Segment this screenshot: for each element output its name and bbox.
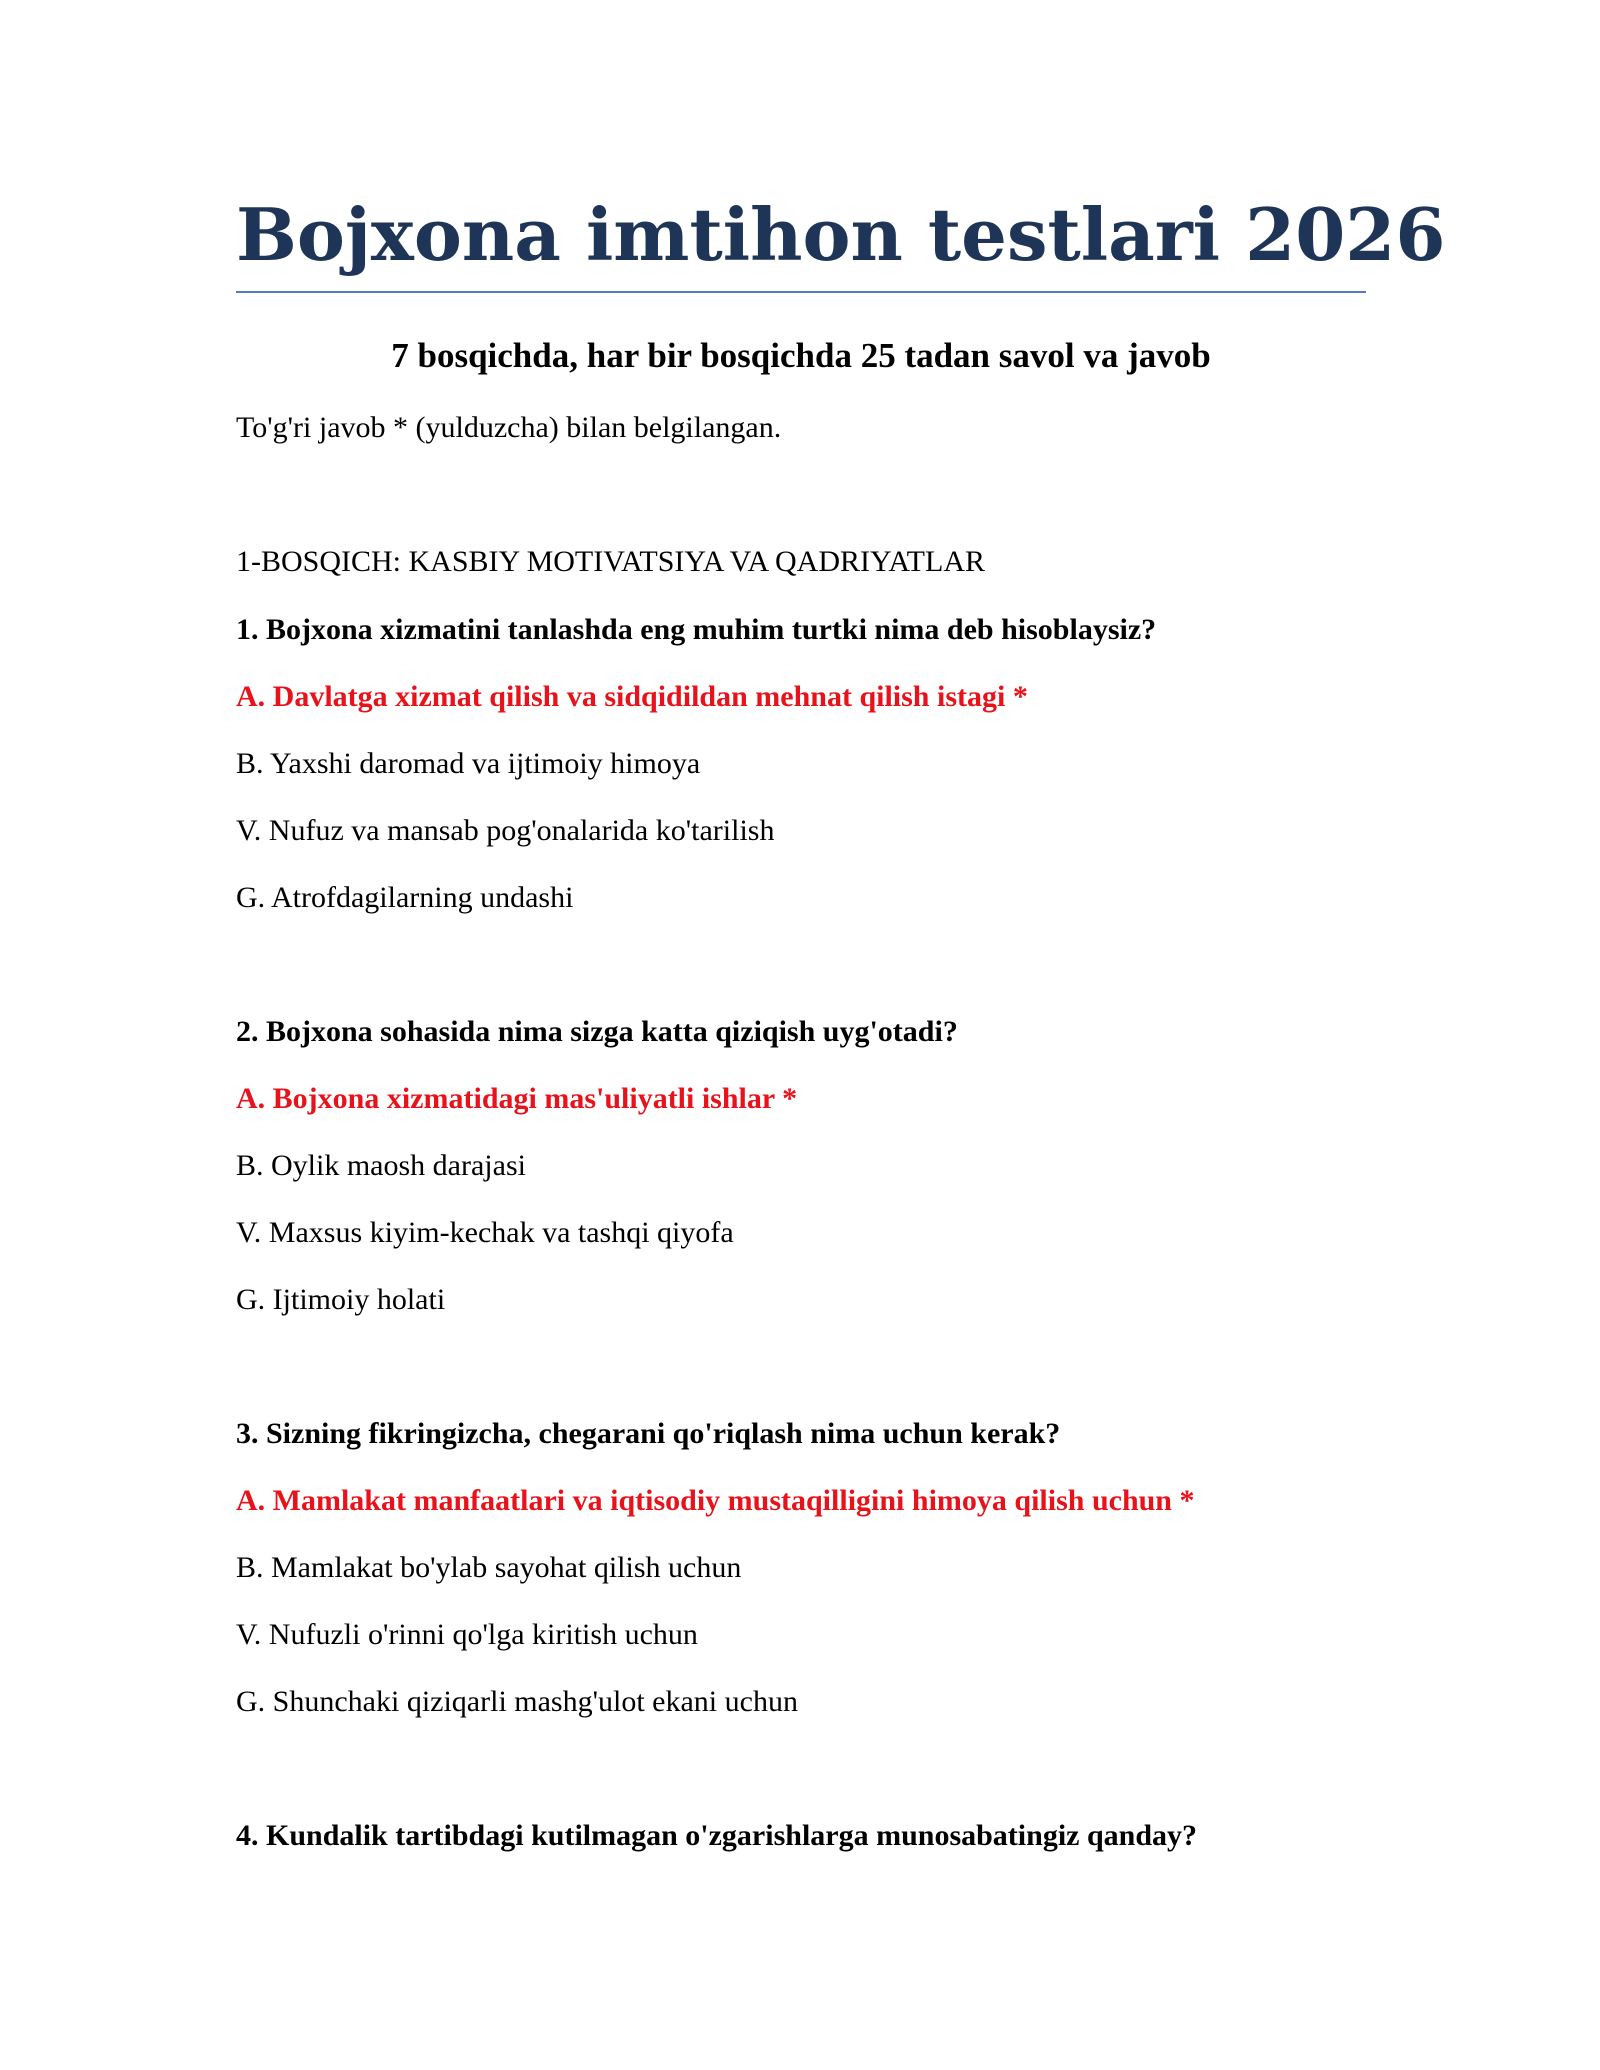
page-title: Bojxona imtihon testlari 2026 bbox=[236, 192, 1446, 277]
question-3-option-b: B. Mamlakat bo'ylab sayohat qilish uchun bbox=[236, 1551, 742, 1584]
question-3: 3. Sizning fikringizcha, chegarani qo'riqlash nima uchun kerak? bbox=[236, 1417, 1061, 1450]
question-2-option-a-correct: A. Bojxona xizmatidagi mas'uliyatli ishlar * bbox=[236, 1082, 798, 1115]
question-4: 4. Kundalik tartibdagi kutilmagan o'zgarishlarga munosabatingiz qanday? bbox=[236, 1819, 1198, 1852]
question-3-option-a-correct: A. Mamlakat manfaatlari va iqtisodiy mustaqilligini himoya qilish uchun * bbox=[236, 1484, 1195, 1517]
answer-key-note: To'g'ri javob * (yulduzcha) bilan belgilangan. bbox=[236, 411, 782, 444]
question-1: 1. Bojxona xizmatini tanlashda eng muhim turtki nima deb hisoblaysiz? bbox=[236, 613, 1157, 646]
question-2-option-v: V. Maxsus kiyim-kechak va tashqi qiyofa bbox=[236, 1216, 734, 1249]
title-divider bbox=[236, 291, 1366, 293]
question-2-option-b: B. Oylik maosh darajasi bbox=[236, 1149, 526, 1182]
question-3-option-g: G. Shunchaki qiziqarli mashg'ulot ekani uchun bbox=[236, 1685, 798, 1718]
question-1-option-a-correct: A. Davlatga xizmat qilish va sidqidildan mehnat qilish istagi * bbox=[236, 680, 1028, 713]
page-subtitle: 7 bosqichda, har bir bosqichda 25 tadan savol va javob bbox=[391, 336, 1211, 375]
question-3-option-v: V. Nufuzli o'rinni qo'lga kiritish uchun bbox=[236, 1618, 698, 1651]
section-heading: 1-BOSQICH: KASBIY MOTIVATSIYA VA QADRIYATLAR bbox=[236, 545, 985, 578]
question-1-option-g: G. Atrofdagilarning undashi bbox=[236, 881, 574, 914]
question-2-option-g: G. Ijtimoiy holati bbox=[236, 1283, 446, 1316]
question-1-option-v: V. Nufuz va mansab pog'onalarida ko'tarilish bbox=[236, 814, 775, 847]
question-1-option-b: B. Yaxshi daromad va ijtimoiy himoya bbox=[236, 747, 701, 780]
question-2: 2. Bojxona sohasida nima sizga katta qiziqish uyg'otadi? bbox=[236, 1015, 958, 1048]
